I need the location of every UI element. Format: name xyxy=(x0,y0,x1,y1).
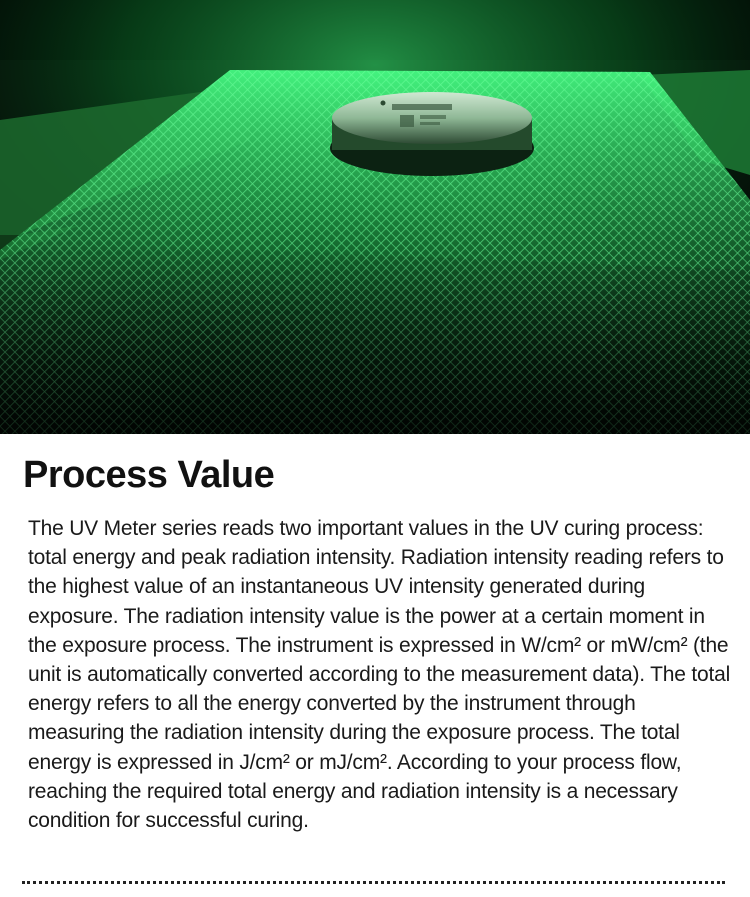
section-paragraph: The UV Meter series reads two important values in the UV curing process: total energy and peak radiation intensity. Radiation intensity reading refers to the highest value of an instantaneous UV intensity generated during exposure. The radiation intensity value is the power at a certain moment in the exposure process. The instrument is expressed in W/cm² or mW/cm² (the unit is automatically converted according to the measurement data). The total energy refers to all the energy converted by the instrument through measuring the radiation intensity during the exposure process. The total energy is expressed in J/cm² or mJ/cm². According to your process flow, reaching the required total energy and radiation intensity is a necessary condition for successful curing. xyxy=(28,517,731,833)
dotted-divider xyxy=(22,881,725,884)
process-value-section xyxy=(0,434,750,897)
section-title: Process Value xyxy=(23,454,275,496)
hero-photo xyxy=(0,0,750,434)
uv-curing-conveyor-illustration xyxy=(0,0,750,434)
